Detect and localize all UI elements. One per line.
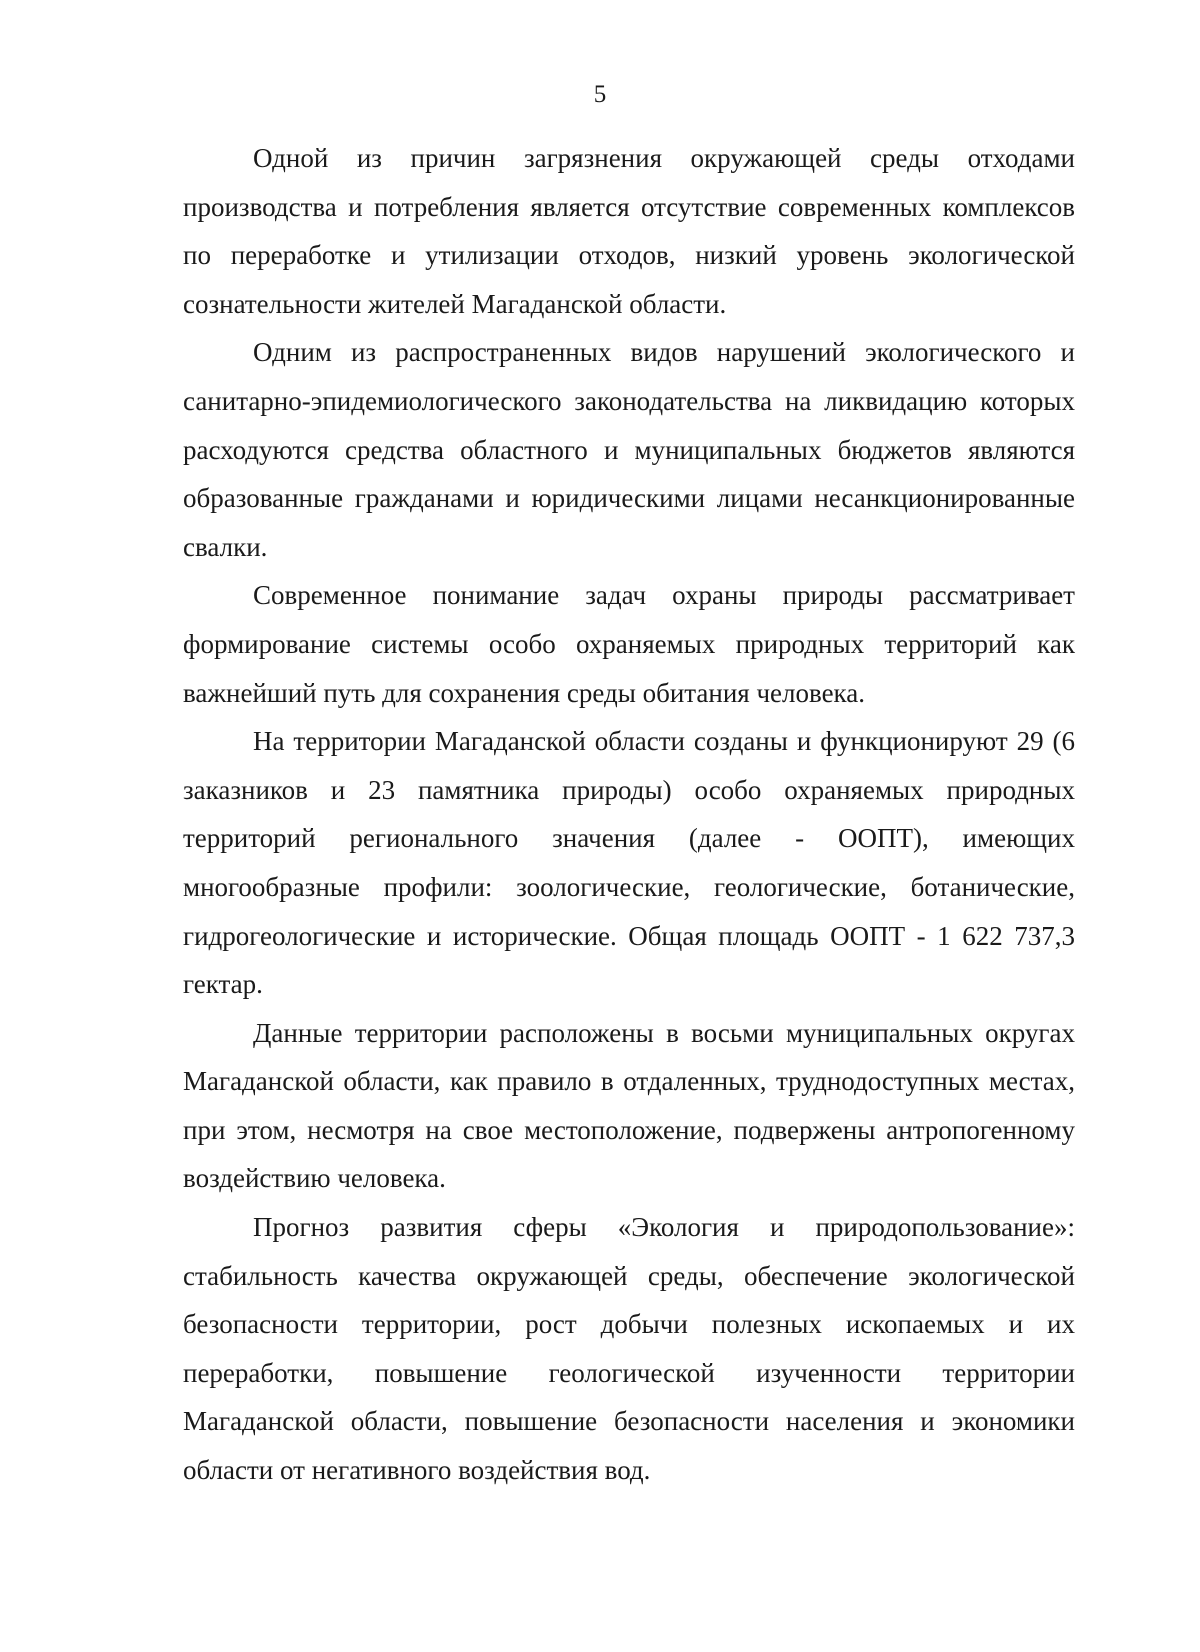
paragraph-illegal-dumps: Одним из распространенных видов нарушений экологического и санитарно-эпидемиологического законодательства на ликвидацию которых расходуются средства областного и муниципальных бюджетов являются образованные гражданами и юридическими лицами несанкционированные свалки. <box>183 337 1075 562</box>
paragraph-territories-location: Данные территории расположены в восьми муниципальных округах Магаданской области, как правило в отдаленных, труднодоступных местах, при этом, несмотря на свое местоположение, подвержены антропогенному воздействию человека. <box>183 1017 1075 1194</box>
page-number: 5 <box>593 81 607 108</box>
paragraph-waste-pollution: Одной из причин загрязнения окружающей среды отходами производства и потребления является отсутствие современных комплексов по переработке и утилизации отходов, низкий уровень экологической сознательности жителей Магаданской области. <box>183 143 1075 319</box>
paragraph-nature-protection: Современное понимание задач охраны природы рассматривает формирование системы особо охраняемых природных территорий как важнейший путь для сохранения среды обитания человека. <box>183 580 1075 708</box>
paragraph-development-forecast: Прогноз развития сферы «Экология и природопользование»: стабильность качества окружающей среды, обеспечение экологической безопасности территории, рост добычи полезных ископаемых и их переработки, повышение геологической изученности территории Магаданской области, повышение безопасности населения и экономики области от негативного воздействия вод. <box>183 1212 1075 1486</box>
paragraph-protected-areas: На территории Магаданской области созданы и функционируют 29 (6 заказников и 23 памятника природы) особо охраняемых природных территорий регионального значения (далее - ООПТ), имеющих многообразные профили: зоологические, геологические, ботанические, гидрогеологические и исторические. Общая площадь ООПТ - 1 622 737,3 гектар. <box>183 726 1075 1000</box>
document-body <box>183 134 1075 1495</box>
